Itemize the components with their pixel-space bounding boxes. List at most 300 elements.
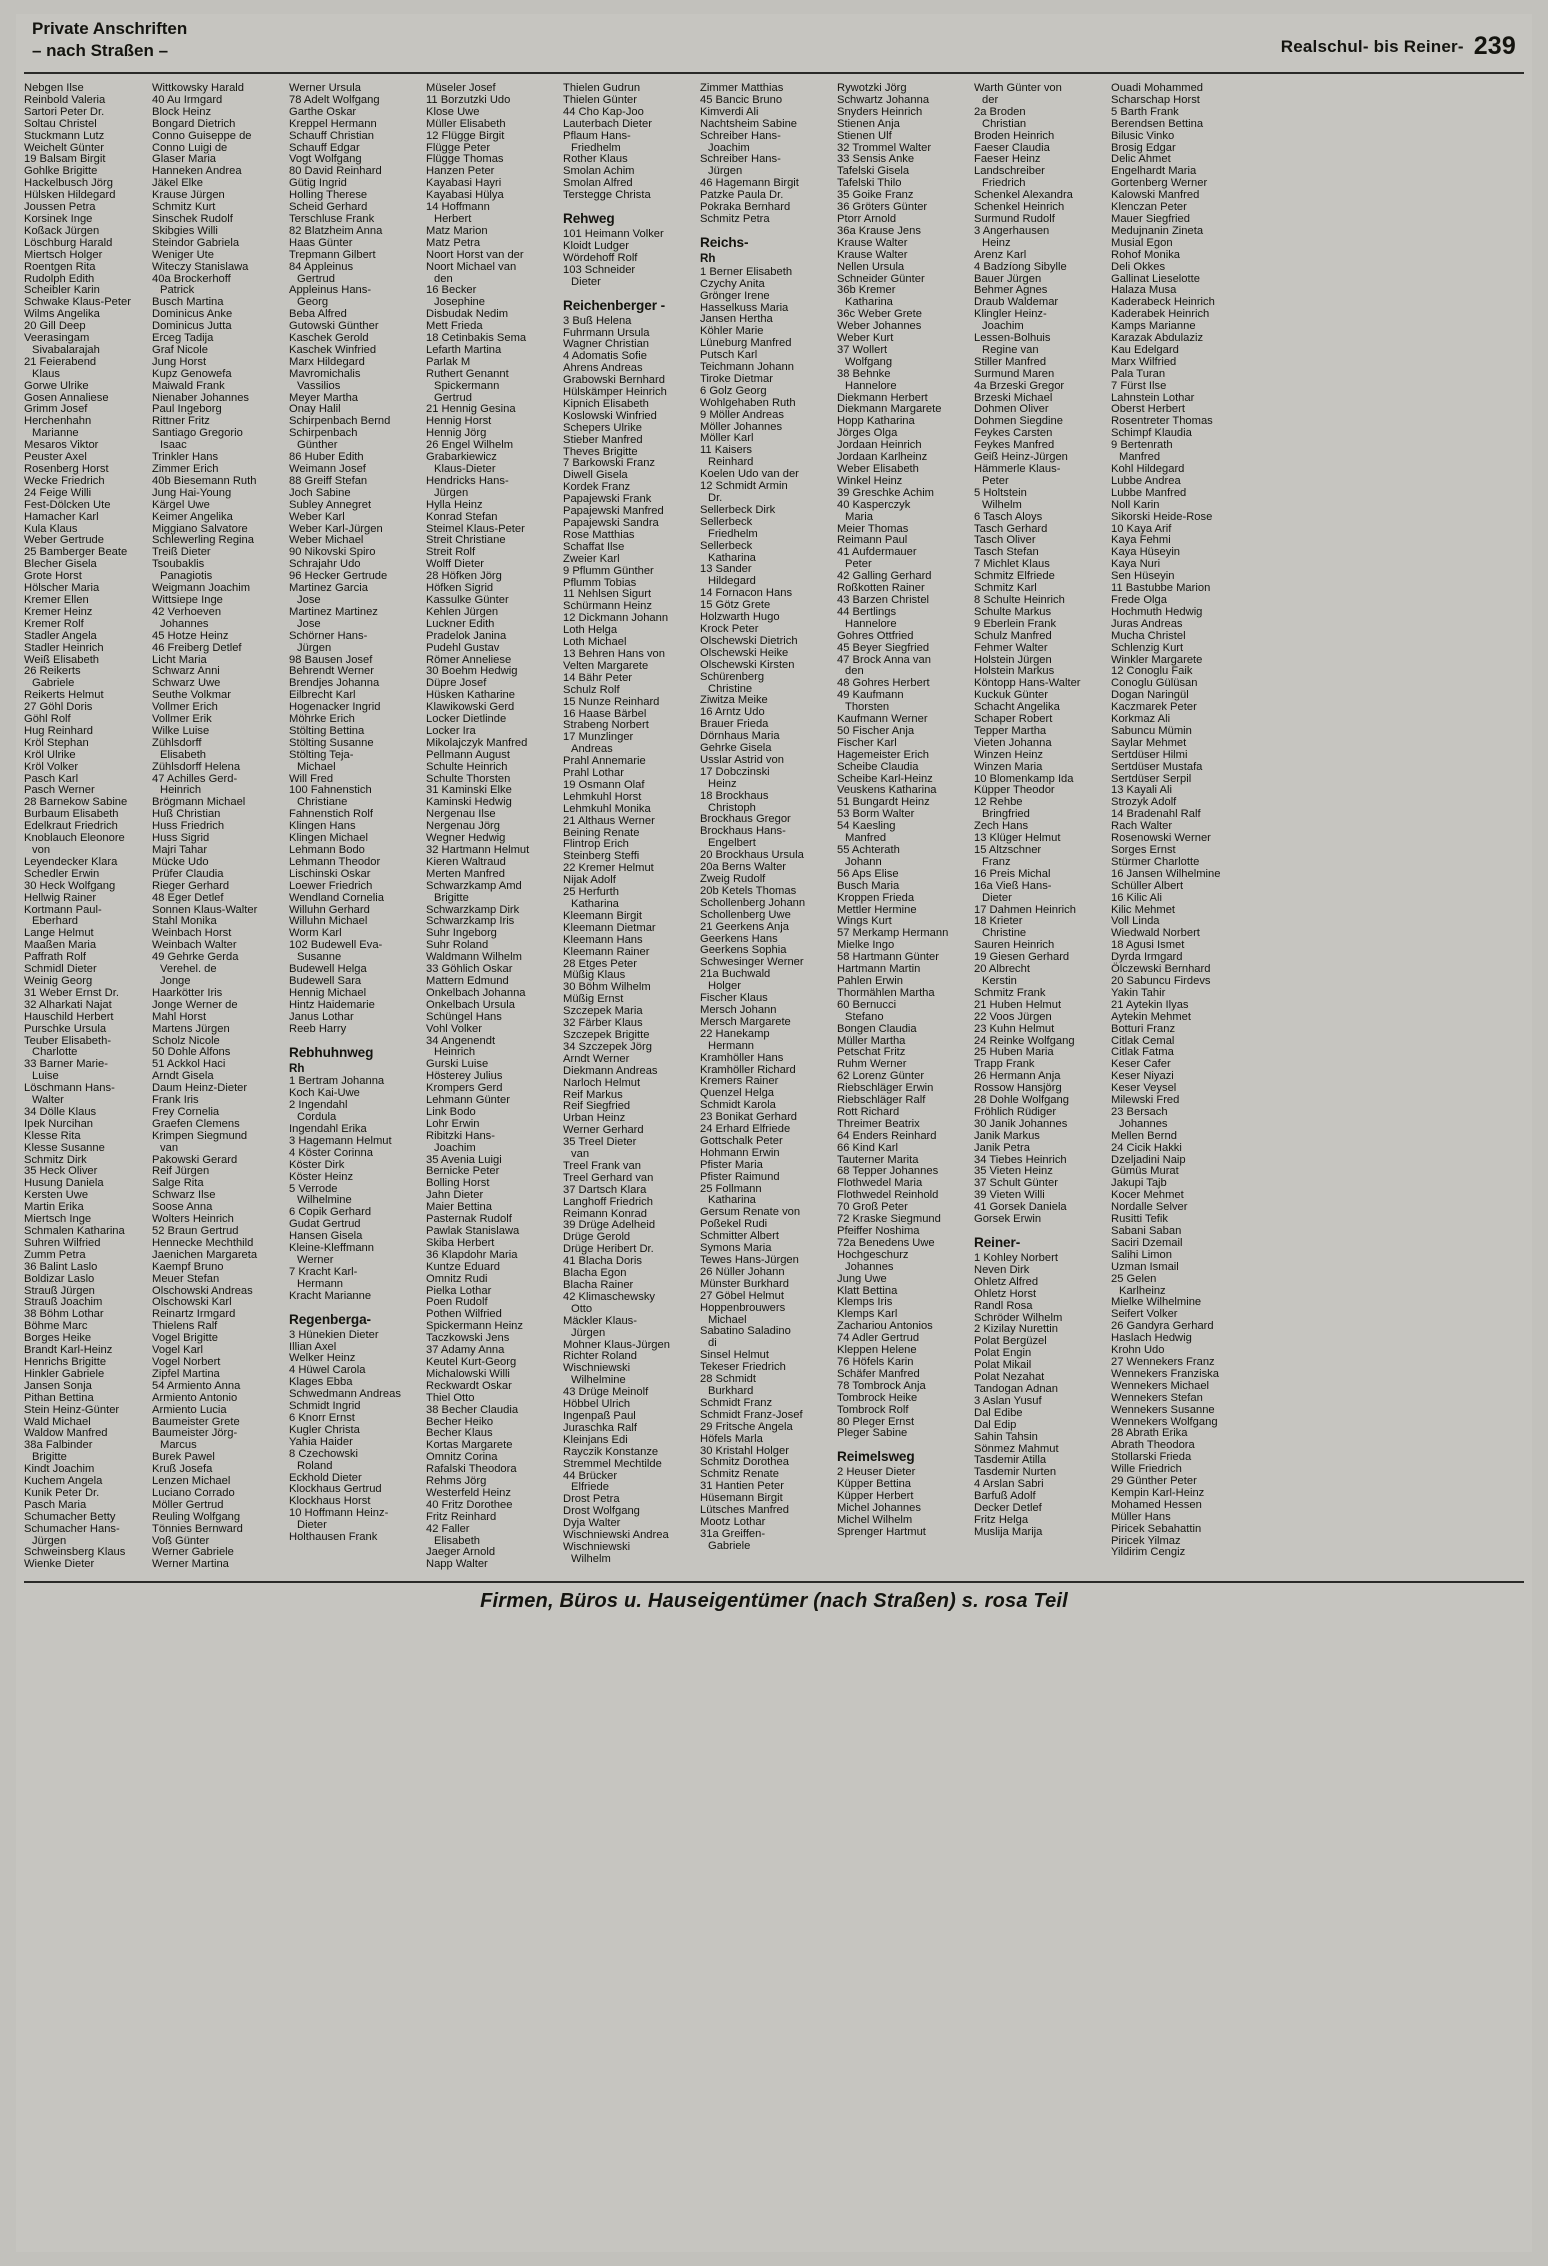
directory-entry: Ruthert Genannt: [426, 367, 509, 380]
directory-entry: Luise: [32, 1070, 59, 1083]
directory-entry: Kaderabeck Heinrich: [1111, 296, 1215, 309]
directory-entry: Löschmann Hans-: [24, 1082, 115, 1095]
directory-entry: Lehmann Günter: [426, 1094, 510, 1107]
directory-entry: 15 Nunze Reinhard: [563, 695, 660, 708]
directory-entry: Wecke Friedrich: [24, 474, 105, 487]
directory-entry: Schüngel Hans: [426, 1010, 502, 1023]
directory-entry: Abrath Theodora: [1111, 1439, 1195, 1452]
directory-entry: 26 Gandyra Gerhard: [1111, 1320, 1214, 1333]
directory-entry: Schacht Angelika: [974, 701, 1060, 714]
directory-entry: Tepper Martha: [974, 724, 1047, 737]
directory-entry: Mohner Klaus-Jürgen: [563, 1338, 670, 1351]
directory-entry: 48 Eger Detlef: [152, 891, 224, 904]
directory-entry: Rehms Jörg: [426, 1475, 487, 1488]
directory-entry: Paul Ingeborg: [152, 403, 222, 416]
directory-entry: Bringfried: [982, 808, 1030, 821]
directory-entry: Worm Karl: [289, 927, 342, 940]
directory-entry: Leyendecker Klara: [24, 855, 118, 868]
directory-entry: Kimverdi Ali: [700, 105, 759, 118]
directory-entry: Mikolajczyk Manfred: [426, 736, 528, 749]
directory-entry: Schröder Wilhelm: [974, 1311, 1063, 1324]
directory-entry: 8 Schulte Heinrich: [974, 593, 1065, 606]
directory-entry: Joachim: [434, 1141, 476, 1154]
directory-entry: Küpper Bettina: [837, 1478, 912, 1491]
directory-entry: Mesaros Viktor: [24, 439, 99, 452]
directory-entry: Kröl Volker: [24, 760, 79, 773]
directory-entry: 3 Buß Helena: [563, 314, 632, 327]
directory-entry: Locker Dietlinde: [426, 713, 507, 726]
directory-entry: Tekeser Friedrich: [700, 1361, 786, 1374]
directory-entry: Glaser Maria: [152, 153, 217, 166]
directory-entry: Vassilios: [297, 379, 341, 392]
directory-entry: 33 Göhlich Oskar: [426, 963, 513, 976]
directory-entry: Deli Okkes: [1111, 260, 1166, 273]
directory-entry: Kramhöller Richard: [700, 1063, 796, 1076]
directory-entry: Hackelbusch Jörg: [24, 177, 113, 190]
directory-entry: Korkmaz Ali: [1111, 713, 1171, 726]
directory-entry: Gersum Renate von: [700, 1206, 801, 1219]
directory-entry: Waldow Manfred: [24, 1427, 108, 1440]
directory-entry: Pfister Raimund: [700, 1170, 780, 1183]
directory-entry: Kamps Marianne: [1111, 320, 1196, 333]
directory-entry: Conoglu Gülüsan: [1111, 677, 1198, 690]
directory-entry: Busch Maria: [837, 879, 900, 892]
directory-entry: Wennekers Susanne: [1111, 1403, 1215, 1416]
directory-entry: Treiß Dieter: [152, 546, 211, 559]
directory-entry: 33 Barner Marie-: [24, 1058, 108, 1071]
directory-entry: Stiller Manfred: [974, 355, 1047, 368]
directory-entry: Kipnich Elisabeth: [563, 397, 649, 410]
directory-entry: Hendricks Hans-: [426, 474, 509, 487]
directory-entry: Hermann: [708, 1039, 755, 1052]
directory-entry: Frey Cornelia: [152, 1105, 220, 1118]
directory-entry: Weiß Elisabeth: [24, 653, 100, 666]
directory-entry: Herbert: [434, 212, 472, 225]
directory-entry: Onkelbach Ursula: [426, 998, 515, 1011]
directory-entry: Flothwedel Maria: [837, 1177, 923, 1190]
directory-entry: Böhme Marc: [24, 1320, 88, 1333]
directory-entry: Tiroke Dietmar: [700, 372, 773, 385]
directory-entry: Weichelt Günter: [24, 141, 105, 154]
directory-entry: Kremer Ellen: [24, 593, 89, 606]
directory-entry: Thorsten: [845, 701, 890, 714]
directory-entry: Kaempf Bruno: [152, 1260, 224, 1273]
directory-entry: Paffrath Rolf: [24, 951, 86, 964]
directory-entry: Kremers Rainer: [700, 1075, 779, 1088]
directory-entry: Tombrock Heike: [837, 1391, 918, 1404]
directory-entry: 42 Klimaschewsky: [563, 1290, 656, 1303]
directory-entry: Hagemeister Erich: [837, 748, 930, 761]
directory-entry: Koelen Udo van der: [700, 468, 799, 481]
directory-entry: Smolan Achim: [563, 165, 635, 178]
directory-entry: Hug Reinhard: [24, 724, 94, 737]
directory-entry: 24 Feige Willi: [24, 486, 92, 499]
directory-entry: Rach Walter: [1111, 820, 1173, 833]
directory-entry: Faeser Claudia: [974, 141, 1050, 154]
directory-entry: Tsoubaklis: [152, 558, 205, 571]
directory-entry: Sikorski Heide-Rose: [1111, 510, 1213, 523]
directory-entry: Dogan Naringül: [1111, 689, 1189, 702]
directory-entry: 21 Aytekin Ilyas: [1111, 998, 1189, 1011]
directory-entry: Weber Elisabeth: [837, 463, 919, 475]
directory-entry: Oberst Herbert: [1111, 403, 1185, 416]
directory-entry: Citlak Fatma: [1111, 1046, 1174, 1059]
directory-entry: Noll Karin: [1111, 498, 1160, 511]
directory-entry: 4 Köster Corinna: [289, 1146, 373, 1159]
directory-entry: Yahia Haider: [289, 1435, 353, 1448]
directory-entry: Kordek Franz: [563, 481, 631, 494]
directory-entry: Krock Peter: [700, 622, 759, 635]
directory-entry: Kaminski Hedwig: [426, 796, 512, 809]
directory-entry: Katharina: [845, 296, 893, 309]
directory-entry: 38 Behnke: [837, 367, 891, 380]
directory-entry: Roland: [297, 1459, 333, 1472]
directory-entry: Tasdemir Atilla: [974, 1454, 1047, 1467]
directory-entry: Flügge Thomas: [426, 153, 504, 166]
directory-entry: 16 Preis Michal: [974, 867, 1051, 880]
directory-entry: Weber Gertrude: [24, 534, 105, 547]
street-heading: Reiner-: [974, 1235, 1021, 1250]
directory-entry: 64 Enders Reinhard: [837, 1129, 937, 1142]
directory-entry: Kindt Joachim: [24, 1463, 95, 1476]
directory-entry: Möller Johannes: [700, 420, 783, 433]
directory-entry: Olschewski Kirsten: [700, 658, 795, 671]
directory-entry: Polat Mikail: [974, 1359, 1032, 1372]
directory-entry: Gohlke Brigitte: [24, 165, 98, 178]
directory-entry: Rossow Hansjörg: [974, 1082, 1062, 1095]
directory-entry: Matz Marion: [426, 224, 488, 237]
directory-entry: Fischer Karl: [837, 736, 897, 749]
directory-entry: Pudehl Gustav: [426, 641, 500, 654]
directory-entry: Reckwardt Oskar: [426, 1379, 512, 1392]
directory-entry: Lehmann Bodo: [289, 844, 365, 856]
directory-entry: Rywotzki Jörg: [837, 82, 907, 94]
directory-entry: Karlheinz: [1119, 1284, 1166, 1297]
directory-entry: 27 Göhl Doris: [24, 701, 93, 714]
directory-entry: Pakowski Gerard: [152, 1153, 238, 1166]
directory-entry: Dohmen Siegdine: [974, 415, 1063, 428]
directory-entry: 17 Munzlinger: [563, 731, 634, 744]
header-title-line1: Private Anschriften: [32, 19, 188, 38]
directory-entry: Joachim: [982, 320, 1024, 333]
directory-entry: Weber Kurt: [837, 332, 894, 345]
directory-entry: Strabeng Norbert: [563, 719, 649, 732]
directory-entry: 9 Möller Andreas: [700, 408, 784, 421]
directory-entry: Nachtsheim Sabine: [700, 117, 798, 130]
directory-entry: Kröl Stephan: [24, 736, 89, 749]
directory-entry: 31a Greiffen-: [700, 1527, 766, 1540]
directory-entry: 56 Aps Elise: [837, 867, 899, 880]
directory-entry: Gallinat Lieselotte: [1111, 272, 1200, 285]
directory-entry: 12 Rehbe: [974, 796, 1023, 809]
directory-entry: Barfuß Adolf: [974, 1490, 1036, 1503]
directory-entry: Johann: [845, 855, 882, 868]
directory-entry: Rosenberg Horst: [24, 463, 109, 475]
directory-entry: Müller Elisabeth: [426, 117, 506, 130]
directory-entry: Narloch Helmut: [563, 1076, 641, 1089]
directory-entry: Sauren Heinrich: [974, 939, 1055, 952]
directory-entry: Dal Edibe: [974, 1406, 1023, 1419]
directory-entry: Onkelbach Johanna: [426, 986, 526, 999]
directory-entry: Georg: [297, 296, 329, 309]
directory-entry: Jakupi Tajb: [1111, 1177, 1167, 1190]
directory-entry: 22 Hanekamp: [700, 1027, 770, 1040]
directory-entry: Zipfel Martina: [152, 1367, 220, 1380]
directory-entry: Gabriele: [708, 1539, 751, 1552]
directory-entry: Hinkler Gabriele: [24, 1367, 105, 1380]
directory-entry: Disbudak Nedim: [426, 308, 509, 321]
directory-entry: Zweig Rudolf: [700, 873, 766, 885]
directory-entry: Strozyk Adolf: [1111, 796, 1177, 809]
directory-entry: Kortmann Paul-: [24, 903, 102, 916]
directory-entry: Zimmer Matthias: [700, 82, 784, 94]
directory-entry: Ingendahl Erika: [289, 1123, 367, 1136]
directory-entry: Schmidt Franz-Josef: [700, 1408, 803, 1421]
directory-entry: Susanne: [297, 951, 342, 964]
directory-entry: Zumm Petra: [24, 1248, 86, 1261]
directory-entry: Kayabasi Hülya: [426, 189, 504, 202]
directory-entry: Teichmann Johann: [700, 361, 794, 374]
directory-entry: Steinberg Steffi: [563, 850, 640, 863]
directory-entry: 18 Brockhaus: [700, 789, 769, 802]
directory-entry: Holstein Markus: [974, 665, 1055, 678]
directory-entry: Seifert Volker: [1111, 1308, 1178, 1321]
directory-entry: 14 Fornacon Hans: [700, 587, 793, 600]
directory-entry: 78 Tombrock Anja: [837, 1379, 926, 1392]
directory-entry: Gertrud: [297, 272, 335, 285]
directory-entry: Fritz Reinhard: [426, 1510, 497, 1523]
directory-entry: Eilbrecht Karl: [289, 689, 356, 702]
directory-entry: den: [845, 665, 864, 678]
directory-entry: Krause Walter: [837, 236, 908, 249]
directory-entry: Martin Erika: [24, 1201, 84, 1214]
directory-entry: Kuckuk Günter: [974, 689, 1048, 702]
directory-entry: Gosen Annaliese: [24, 391, 109, 404]
directory-entry: 4 Arslan Sabri: [974, 1478, 1044, 1491]
directory-entry: Spickermann: [434, 379, 500, 392]
directory-entry: 49 Kaufmann: [837, 689, 904, 702]
directory-entry: Koch Kai-Uwe: [289, 1087, 360, 1100]
directory-entry: Drost Petra: [563, 1493, 620, 1506]
directory-entry: 50 Fischer Anja: [837, 724, 915, 737]
directory-entry: Dieter: [571, 275, 601, 288]
directory-entry: Klemps Iris: [837, 1296, 893, 1309]
directory-entry: Klaus: [32, 367, 60, 380]
directory-entry: Miertsch Holger: [24, 248, 103, 261]
directory-entry: 28 Höfken Jörg: [426, 570, 502, 583]
directory-entry: 40 Fritz Dorothee: [426, 1498, 513, 1511]
directory-entry: Hauschild Herbert: [24, 1010, 114, 1023]
directory-entry: Weinbach Horst: [152, 927, 232, 940]
directory-entry: 6 Knorr Ernst: [289, 1411, 355, 1424]
directory-entry: Brockhaus Hans-: [700, 825, 786, 838]
directory-entry: 30 Kristahl Holger: [700, 1444, 789, 1457]
directory-entry: 36a Krause Jens: [837, 224, 921, 237]
directory-entry: Schedler Erwin: [24, 867, 100, 880]
directory-entry: Salge Rita: [152, 1177, 204, 1190]
directory-entry: Mellen Bernd: [1111, 1129, 1177, 1142]
directory-entry: Marianne: [32, 427, 79, 440]
directory-entry: Skiba Herbert: [426, 1236, 495, 1249]
directory-entry: Jaeger Arnold: [426, 1546, 496, 1559]
directory-entry: Köhler Marie: [700, 325, 764, 338]
directory-entry: Janik Markus: [974, 1129, 1040, 1142]
directory-entry: 3 Hagemann Helmut: [289, 1134, 392, 1147]
directory-entry: Sellerbeck Dirk: [700, 503, 776, 516]
directory-entry: 19 Osmann Olaf: [563, 778, 645, 791]
directory-entry: Bernicke Peter: [426, 1165, 500, 1178]
directory-entry: Rudolph Edith: [24, 272, 95, 285]
directory-entry: Rosentreter Thomas: [1111, 415, 1213, 428]
directory-entry: Christian: [982, 117, 1027, 130]
directory-entry: Schulte Heinrich: [426, 760, 508, 773]
directory-entry: Schaffat Ilse: [563, 540, 625, 553]
directory-entry: Yildirim Cengiz: [1111, 1546, 1186, 1559]
directory-entry: Nebgen Ilse: [24, 82, 84, 94]
directory-entry: Katharina: [708, 1194, 756, 1207]
directory-entry: 80 Pleger Ernst: [837, 1415, 915, 1428]
directory-entry: Borges Heike: [24, 1332, 92, 1345]
directory-entry: Kruß Josefa: [152, 1463, 213, 1476]
directory-column: [426, 83, 563, 1571]
directory-entry: 100 Fahnenstich: [289, 784, 372, 797]
directory-entry: 19 Balsam Birgit: [24, 153, 106, 166]
directory-entry: Keimer Angelika: [152, 510, 233, 523]
directory-entry: Schwarzkamp Amd: [426, 879, 522, 892]
directory-entry: Kassulke Günter: [426, 593, 509, 606]
directory-entry: Beba Alfred: [289, 308, 347, 321]
directory-entry: Kaschek Winfried: [289, 343, 377, 356]
directory-entry: Boldizar Laslo: [24, 1272, 95, 1285]
directory-entry: Ouadi Mohammed: [1111, 82, 1204, 94]
directory-entry: Lehmkuhl Monika: [563, 802, 651, 815]
directory-entry: 24 Reinke Wolfgang: [974, 1034, 1075, 1047]
directory-entry: Schenkel Alexandra: [974, 189, 1073, 202]
directory-entry: Dörnhaus Maria: [700, 730, 780, 743]
directory-entry: 44 Bertlings: [837, 605, 897, 618]
directory-entry: Vohl Volker: [426, 1022, 482, 1035]
directory-entry: Pokraka Bernhard: [700, 201, 791, 214]
directory-entry: Kleemann Birgit: [563, 909, 642, 922]
directory-entry: Klockhaus Horst: [289, 1495, 371, 1508]
directory-entry: Münster Burkhard: [700, 1277, 789, 1290]
directory-entry: 24 Erhard Elfriede: [700, 1123, 791, 1136]
directory-entry: 15 Altzschner: [974, 844, 1042, 856]
directory-entry: Scheibler Karin: [24, 284, 100, 297]
directory-entry: Lubbe Manfred: [1111, 486, 1187, 499]
directory-entry: Wiedwald Norbert: [1111, 927, 1200, 940]
directory-entry: 26 Nüller Johann: [700, 1265, 785, 1278]
directory-entry: 31 Kaminski Elke: [426, 784, 512, 797]
directory-entry: 4 Badzíong Sibylle: [974, 260, 1067, 273]
directory-entry: Muslija Marija: [974, 1525, 1043, 1538]
directory-entry: Olschewski Dietrich: [700, 634, 798, 647]
directory-entry: Schulz Manfred: [974, 629, 1052, 642]
directory-entry: 44 Brücker: [563, 1469, 618, 1482]
directory-entry: Illian Axel: [289, 1340, 337, 1353]
directory-entry: Schlewerling Regina: [152, 534, 254, 547]
directory-entry: Reeb Harry: [289, 1022, 347, 1035]
directory-entry: 2 Heuser Dieter: [837, 1466, 916, 1479]
directory-entry: Hennig Horst: [426, 415, 492, 428]
directory-entry: Sinsel Helmut: [700, 1349, 770, 1362]
directory-entry: Tewes Hans-Jürgen: [700, 1254, 799, 1266]
directory-entry: Köster Heinz: [289, 1170, 354, 1183]
directory-entry: Kleemann Hans: [563, 933, 643, 946]
directory-entry: Martinez Garcia: [289, 582, 368, 595]
directory-entry: Bongard Dietrich: [152, 117, 236, 130]
directory-entry: Michalowski Willi: [426, 1367, 510, 1380]
directory-entry: Wienke Dieter: [24, 1558, 95, 1571]
directory-entry: Gehrke Gisela: [700, 742, 772, 755]
directory-entry: Winkel Heinz: [837, 474, 903, 487]
directory-entry: Müßig Ernst: [563, 993, 624, 1006]
directory-entry: Gurski Luise: [426, 1058, 489, 1071]
directory-entry: 41 Gorsek Daniela: [974, 1201, 1067, 1214]
directory-entry: Brauer Frieda: [700, 718, 769, 731]
directory-entry: Krohn Udo: [1111, 1344, 1165, 1357]
directory-entry: 29 Günther Peter: [1111, 1475, 1197, 1488]
directory-entry: Müller Martha: [837, 1034, 906, 1047]
directory-entry: Noort Michael van: [426, 260, 517, 273]
directory-entry: Zweier Karl: [563, 552, 620, 565]
directory-entry: 9 Eberlein Frank: [974, 617, 1057, 630]
directory-entry: Michael: [297, 760, 336, 773]
directory-entry: Link Bodo: [426, 1105, 476, 1118]
directory-entry: Schürenberg: [700, 670, 765, 683]
directory-entry: Klose Uwe: [426, 105, 480, 118]
directory-entry: Schäfer Manfred: [837, 1367, 920, 1380]
directory-entry: Hartmann Martin: [837, 963, 921, 976]
directory-entry: 2a Broden: [974, 105, 1026, 118]
directory-entry: Hüsken Katharine: [426, 689, 515, 702]
directory-entry: 35 Goike Franz: [837, 189, 914, 202]
directory-entry: Burbaum Elisabeth: [24, 808, 119, 821]
directory-entry: 26 Hermann Anja: [974, 1070, 1061, 1083]
directory-entry: Kreppel Hermann: [289, 117, 377, 130]
directory-entry: Luciano Corrado: [152, 1486, 235, 1499]
directory-entry: 12 Schmidt Armin: [700, 480, 788, 493]
directory-entry: Holzwarth Hugo: [700, 611, 780, 624]
directory-entry: Keser Niyazi: [1111, 1070, 1174, 1083]
directory-entry: 86 Huber Edith: [289, 451, 364, 464]
directory-entry: Uzman Ismail: [1111, 1260, 1179, 1273]
directory-entry: Sertdüser Serpil: [1111, 772, 1192, 785]
directory-entry: Broden Heinrich: [974, 129, 1055, 142]
directory-entry: Fest-Dölcken Ute: [24, 498, 111, 511]
directory-entry: 37 Schult Günter: [974, 1177, 1058, 1190]
directory-entry: Jung Hai-Young: [152, 486, 232, 499]
directory-entry: 27 Wennekers Franz: [1111, 1355, 1215, 1368]
directory-entry: Drüge Gerold: [563, 1231, 631, 1244]
directory-entry: Weber Michael: [289, 534, 364, 547]
directory-entry: Jung Uwe: [837, 1272, 887, 1285]
directory-entry: 4a Brzeski Gregor: [974, 379, 1065, 392]
directory-entry: Rose Matthias: [563, 528, 635, 541]
directory-entry: Geiß Heinz-Jürgen: [974, 451, 1068, 464]
directory-entry: Hennig Jörg: [426, 427, 487, 440]
directory-entry: 3 Angerhausen: [974, 224, 1050, 237]
directory-entry: Wille Friedrich: [1111, 1463, 1182, 1476]
directory-entry: Sprenger Hartmut: [837, 1525, 926, 1538]
directory-entry: Vogt Wolfgang: [289, 153, 362, 166]
directory-entry: Skibgies Willi: [152, 224, 218, 237]
street-heading: Reichs-: [700, 234, 749, 250]
directory-entry: Diekmann Herbert: [837, 391, 928, 404]
directory-entry: Weinig Georg: [24, 974, 93, 987]
directory-entry: Weber Karl-Jürgen: [289, 522, 383, 535]
directory-entry: Schaper Robert: [974, 713, 1053, 726]
